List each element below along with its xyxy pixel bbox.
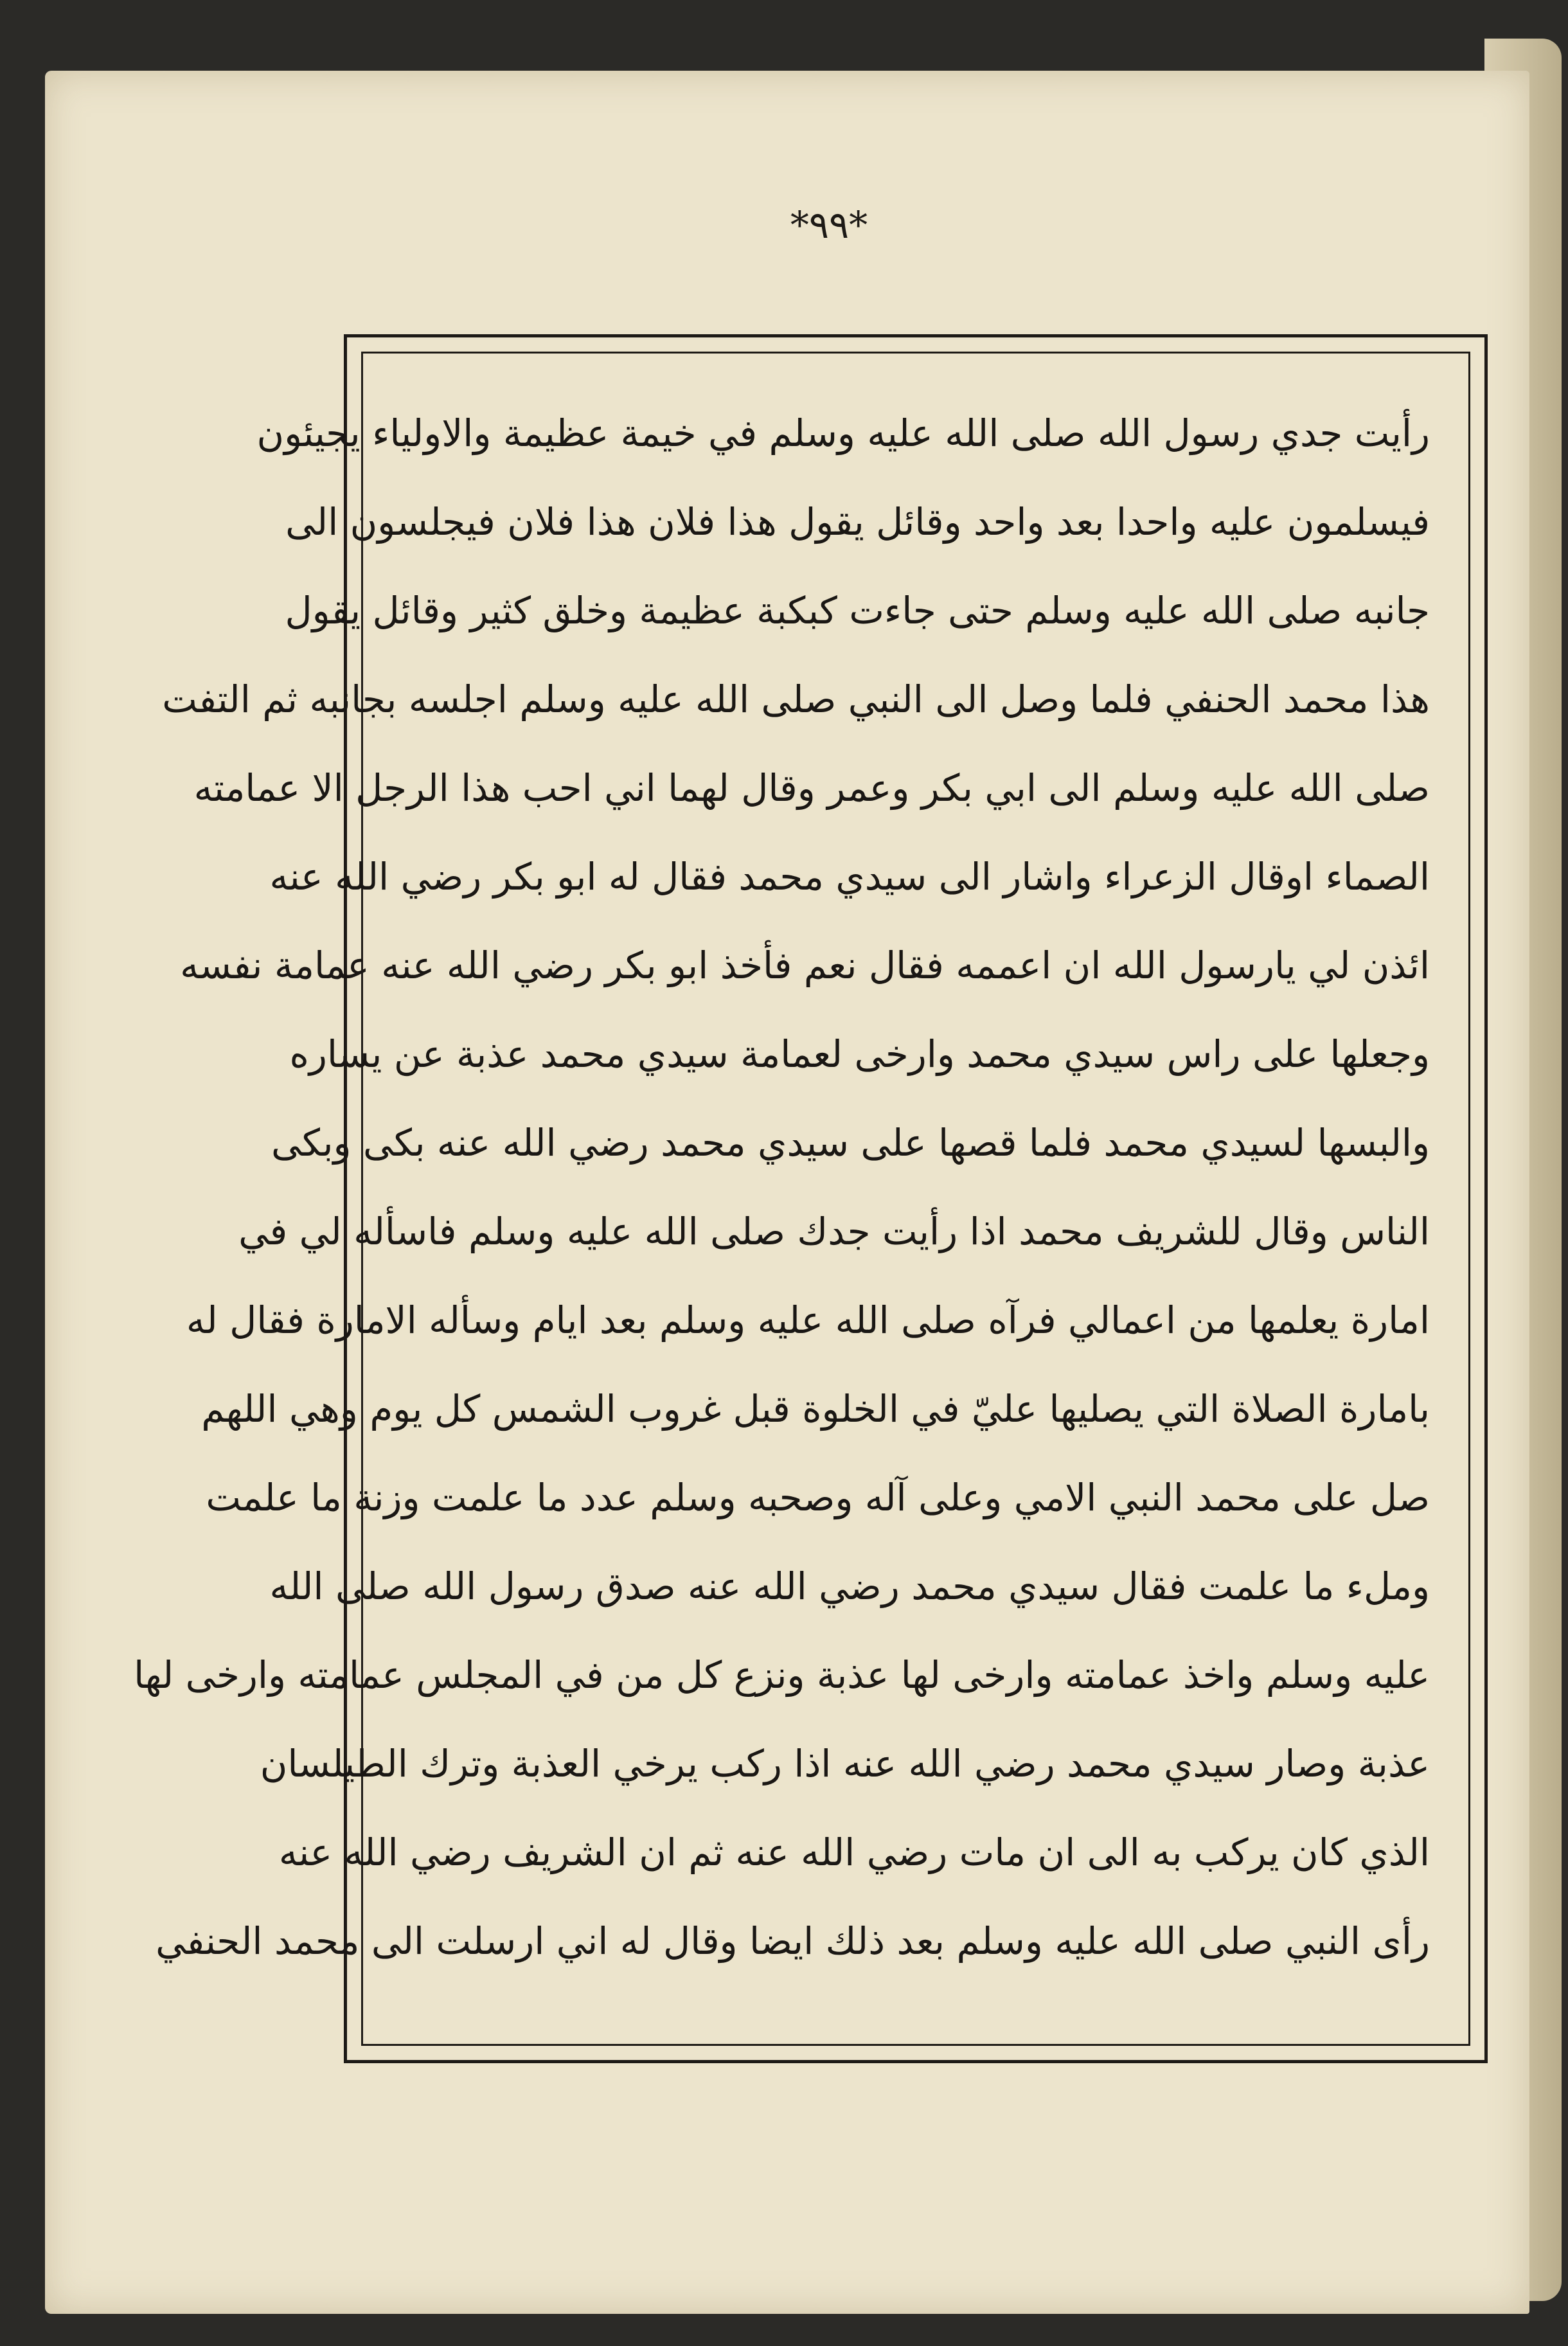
- text-line: فيسلمون عليه واحدا بعد واحد وقائل يقول هذا فلان هذا فلان فيجلسون الى: [285, 500, 1430, 544]
- text-line: الصماء اوقال الزعراء واشار الى سيدي محمد فقال له ابو بكر رضي الله عنه: [269, 855, 1430, 899]
- text-line: رأى النبي صلى الله عليه وسلم بعد ذلك ايضا وقال له اني ارسلت الى محمد الحنفي: [156, 1919, 1430, 1963]
- text-line: امارة يعلمها من اعمالي فرآه صلى الله عليه وسلم بعد ايام وسأله الامارة فقال له: [186, 1298, 1430, 1342]
- text-line: بامارة الصلاة التي يصليها عليّ في الخلوة قبل غروب الشمس كل يوم وهي اللهم: [201, 1387, 1430, 1431]
- text-frame-inner: [134, 352, 1470, 2046]
- text-line: عذبة وصار سيدي محمد رضي الله عنه اذا ركب يرخي العذبة وترك الطيلسان: [260, 1742, 1430, 1786]
- text-line: صلى الله عليه وسلم الى ابي بكر وعمر وقال لهما اني احب هذا الرجل الا عمامته: [193, 766, 1430, 810]
- page-number: *٩٩*: [790, 203, 868, 247]
- book-page: [45, 71, 1529, 2314]
- text-line: الذي كان يركب به الى ان مات رضي الله عنه ثم ان الشريف رضي الله عنه: [278, 1831, 1430, 1874]
- body-text: [134, 389, 1430, 1985]
- text-line: وجعلها على راس سيدي محمد وارخى لعمامة سيدي محمد عذبة عن يساره: [289, 1032, 1430, 1076]
- text-line: ائذن لي يارسول الله ان اعممه فقال نعم فأخذ ابو بكر رضي الله عنه عمامة نفسه: [180, 944, 1430, 987]
- text-line: هذا محمد الحنفي فلما وصل الى النبي صلى الله عليه وسلم اجلسه بجانبه ثم التفت: [162, 677, 1430, 721]
- text-line: وملء ما علمت فقال سيدي محمد رضي الله عنه صدق رسول الله صلى الله: [269, 1564, 1430, 1608]
- text-line: رأيت جدي رسول الله صلى الله عليه وسلم في خيمة عظيمة والاولياء يجيئون: [256, 411, 1430, 455]
- text-line: عليه وسلم واخذ عمامته وارخى لها عذبة ونزع كل من في المجلس عمامته وارخى لها: [134, 1653, 1430, 1697]
- text-line: جانبه صلى الله عليه وسلم حتى جاءت كبكبة عظيمة وخلق كثير وقائل يقول: [285, 589, 1430, 632]
- text-line: صل على محمد النبي الامي وعلى آله وصحبه وسلم عدد ما علمت وزنة ما علمت: [206, 1476, 1430, 1519]
- text-line: والبسها لسيدي محمد فلما قصها على سيدي محمد رضي الله عنه بكى وبكى: [271, 1121, 1430, 1165]
- text-frame: [134, 334, 1488, 2063]
- text-line: الناس وقال للشريف محمد اذا رأيت جدك صلى الله عليه وسلم فاسأله لي في: [238, 1210, 1430, 1253]
